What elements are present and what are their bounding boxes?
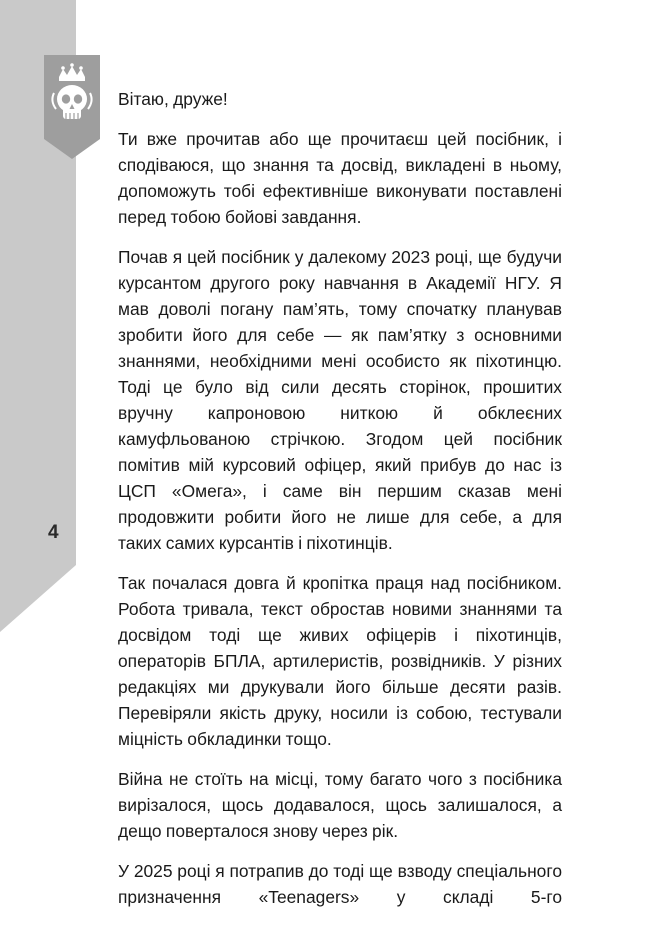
paragraph-5: У 2025 році я потрапив до тоді ще взводу спеціального призначення «Teenagers» у складі 5-го bbox=[118, 861, 562, 907]
paragraph-3: Так почалася довга й кропітка праця над посібником. Робота тривала, текст обростав новими знаннями та досвідом тоді ще живих офіцерів і піхотинців, операторів БПЛА, артилеристів, розвідників. У різних редакціях ми друкували його більше десяти разів. Перевіряли якість друку, носили із собою, тестували міцність обкладинки тощо. bbox=[118, 573, 562, 749]
page-number: 4 bbox=[48, 522, 59, 543]
paragraph-2: Почав я цей посібник у далекому 2023 році, ще будучи курсантом другого року навчання в Академії НГУ. Я мав доволі погану пам’ять, тому спочатку планував зробити його для себе — як пам’ятку з основними знаннями, необхідними мені особисто як піхотинцю. Тоді це було від сили десять сторінок, прошитих вручну капроновою ниткою й обклеєних камуфльованою стрічкою. Згодом цей посібник помітив мій курсовий офіцер, який прибув до нас із ЦСП «Омега», і саме він першим сказав мені продовжити робити його не лише для себе, а для таких самих курсантів і піхотинців. bbox=[118, 247, 562, 553]
paragraph-1: Ти вже прочитав або ще прочитаєш цей посібник, і сподіваюся, що знання та досвід, викладені в ньому, допоможуть тобі ефективніше виконувати поставлені перед тобою бойові завдання. bbox=[118, 129, 562, 227]
body-text bbox=[118, 86, 562, 924]
paragraph-4: Війна не стоїть на місці, тому багато чого з посібника вирізалося, щось додавалося, щось залишалося, а дещо поверталося знову через рік. bbox=[118, 769, 562, 841]
greeting: Вітаю, друже! bbox=[118, 89, 228, 109]
crowned-skull-shield-icon bbox=[44, 55, 100, 159]
